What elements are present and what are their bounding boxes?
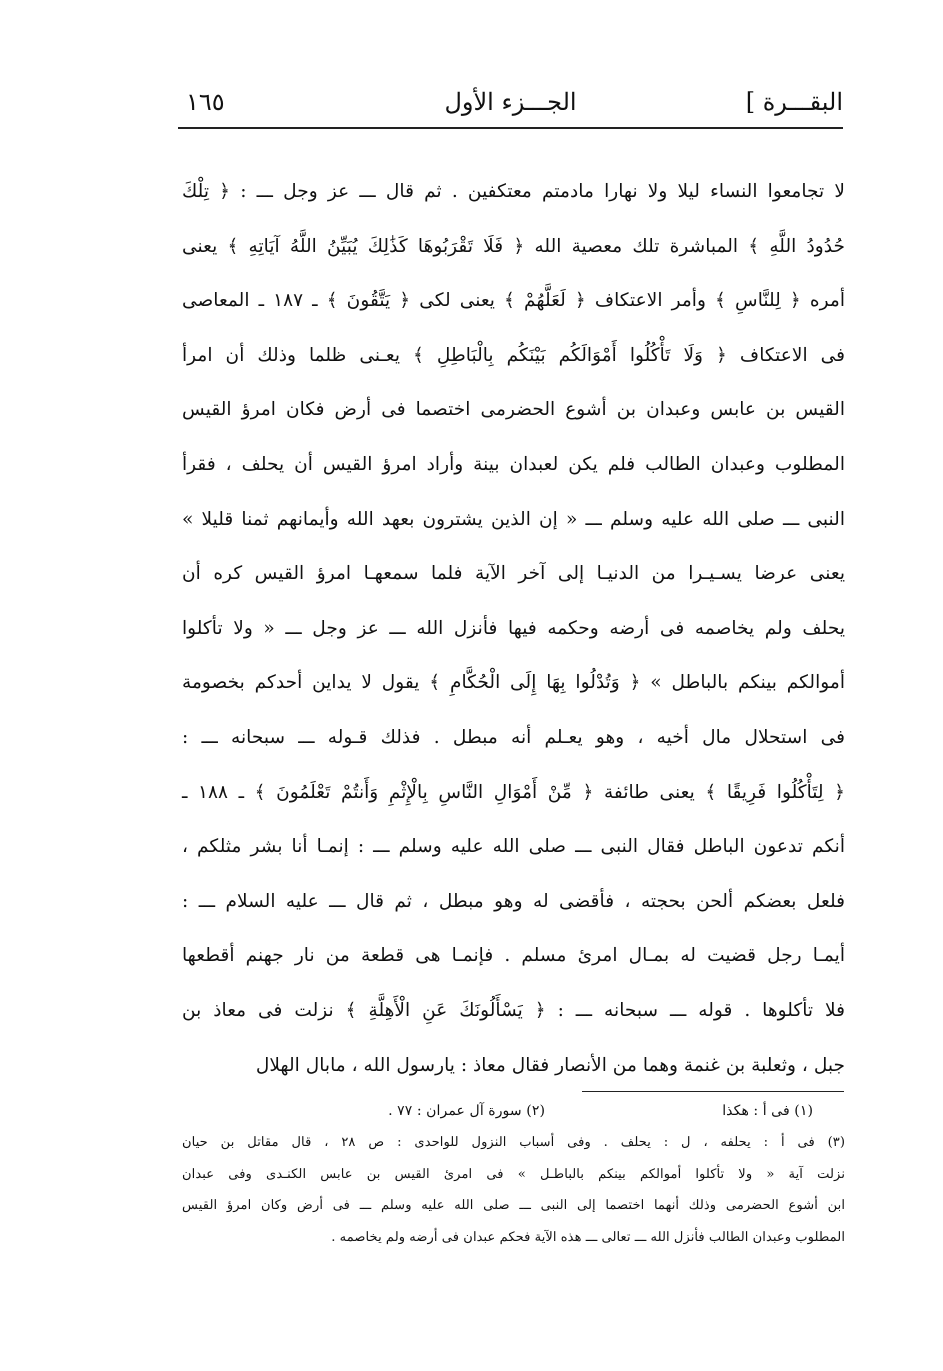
footnote-3-line: المطلوب وعبدان الطالب فأنزل الله ـــ تعالى ـــ هذه الآية فحكم عبدان فى أرضه ولم يخاصمه . [331,1229,845,1245]
text-line: القيس بن عابس وعبدان بن أشوع الحضرمى اختصما فى أرض فكان امرؤ القيس [182,399,845,421]
text-line: يحلف ولم يخاصمه فى أرضه وحكمه فيها فأنزل الله ـــ عز وجل ـــ « ولا تأكلوا [182,617,845,639]
text-line: ﴿ لِتَأْكُلُوا فَرِيقًا ﴾ يعنى طائفة ﴿ مِّنْ أَمْوَالِ النَّاسِ بِالْإِثْمِ وَأَنتُمْ تَعْلَمُونَ ﴾ ـ ١٨٨ ـ [182,781,846,803]
text-line: النبى ـــ صلى الله عليه وسلم ـــ « إن الذين يشترون بعهد الله وأيمانهم ثمنا قليلا » [182,508,845,530]
footnote-row [182,1095,845,1127]
running-header [178,78,843,126]
text-line: أموالكم بينكم بالباطل » ﴿ وَتُدْلُوا بِهَا إِلَى الْحُكَّامِ ﴾ يقول لا يداين أحدكم بخصومة [182,672,845,694]
page-number: ١٦٥ [186,88,225,116]
footnotes [182,1095,845,1253]
footnote-3-line: (٣) فى أ : يحلفه ، ل : يحلف . وفى أسباب النزول للواحدى : ص ٢٨ ، قال مقاتل بن حيان [182,1135,845,1150]
footnote-3-line: نزلت آية « ولا تأكلوا أموالكم بينكم بالباطـل » فى امرئ القيس بن عابس الكنـدى وفى عبدان [182,1166,845,1182]
text-line: فلا تأكلوها . قوله ـــ سبحانه ـــ : ﴿ يَسْأَلُونَكَ عَنِ الْأَهِلَّةِ ﴾ نزلت فى معاذ بن [182,999,845,1021]
text-line: فلعل بعضكم ألحن بحجته ، فأقضى له وهو مبطل ، ثم قال ـــ عليه السلام ـــ : [182,890,845,912]
text-line: أمره ﴿ لِلنَّاسِ ﴾ وأمر الاعتكاف ﴿ لَعَلَّهُمْ ﴾ يعنى لكى ﴿ يَتَّقُونَ ﴾ ـ ١٨٧ ـ المعاصى [182,290,845,312]
text-line: فى الاعتكاف ﴿ وَلَا تَأْكُلُوا أَمْوَالَكُم بَيْنَكُم بِالْبَاطِلِ ﴾ يعـنى ظلما وذلك أن امرأ [182,344,845,366]
text-line: فى استحلال مال أخيه ، وهو يعـلم أنه مبطل . فذلك قـوله ـــ سبحانه ـــ : [182,726,845,748]
footnote-2: (٢) سورة آل عمران : ٧٧ . [388,1103,545,1119]
text-line: أنكم تدعون الباطل فقال النبى ـــ صلى الله عليه وسلم ـــ : إنمـا أنا بشر مثلكم ، [182,836,845,858]
footnote-3-line: ابن أشوع الحضرمى وذلك أنهما اختصما إلى النبى ـــ صلى الله عليه وسلم ـــ فى أرض وكان امرؤ القيس [182,1198,845,1213]
text-line: حُدُودُ اللَّهِ ﴾ المباشرة تلك معصية الله ﴿ فَلَا تَقْرَبُوهَا كَذَٰلِكَ يُبَيِّنُ اللَّهُ آيَاتِهِ ﴾ يعنى [182,235,845,257]
text-line: المطلوب وعبدان الطالب فلم يكن لعبدان بينة وأراد امرؤ القيس أن يحلف ، فقرأ [182,453,845,475]
text-line: لا تجامعوا النساء ليلا ولا نهارا مادمتم معتكفين . ثم قال ـــ عز وجل ـــ : ﴿ تِلْكَ [182,181,845,202]
header-rule [178,127,843,129]
text-line: يعنى عرضا يسـيـرا من الدنيـا إلى آخر الآية فلما سمعهـا امرؤ القيس كره أن [182,563,845,585]
footnote-1: (١) فى أ : هكذا [722,1103,813,1119]
text-line: أيمـا رجل قضيت له بمـال امرئ مسلم . فإنمـا هى قطعة من نار جهنم أقطعها [182,945,845,967]
footnote-rule [582,1091,844,1092]
main-text [182,165,845,1093]
surah-title: البقـــرة ] [745,88,843,116]
part-title: الجـــزء الأول [444,88,577,116]
text-line: جبل ، وثعلبة بن غنمة وهما من الأنصار فقال معاذ : يارسول الله ، مابال الهلال [255,1054,845,1076]
